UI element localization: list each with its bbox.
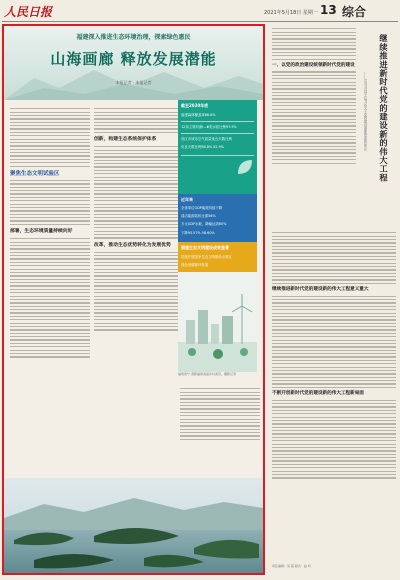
masthead	[2, 2, 398, 22]
text-column-3	[180, 386, 260, 474]
subhead-2: 部署，生态环境质量持续向好	[10, 229, 73, 234]
article-byline: 本报记者 · 本报记者	[115, 80, 152, 85]
right-vertical-headline: 继续推进新时代党的建设新的伟大工程	[379, 34, 389, 182]
article-banner	[4, 26, 263, 100]
text-column-2	[94, 106, 178, 474]
page-number: 13	[320, 3, 337, 17]
right-vertical-subtitle: ——学习习近平总书记关于党的建设重要论述的体会	[363, 72, 367, 151]
green-city-illustration	[178, 272, 257, 372]
infographic-blue	[178, 194, 257, 242]
right-footer: 责任编辑：吴 超 版式：赵 昕	[272, 564, 311, 568]
illustration-caption: 福建泰宁·清新福建美丽乡村美景，摄影记者	[178, 372, 236, 376]
info-blue-row-1: 全省单位GDP能耗持续下降	[181, 206, 223, 210]
info-yellow-row-1: 持续开展国家生态文明建设示范区	[181, 255, 232, 259]
subhead-3: 创新，构建生态系统保护体系	[94, 137, 157, 142]
info-blue-row-4: 下降95.57% 58.60%	[181, 231, 215, 235]
info-blue-row-2: 清洁能源装机比重56%	[181, 214, 216, 218]
text-column-1	[10, 106, 90, 474]
article-kicker: 福建深入推进生态环境治理，探索绿色惠民	[76, 34, 191, 41]
landscape-photo	[4, 478, 263, 573]
info-green-row-3: 设区市城市空气质量优良天数比例	[181, 137, 232, 141]
info-green-row-4: 优良天数比例98.8% 82.9%	[181, 145, 224, 149]
wind-turbine-illustration	[178, 272, 257, 372]
lake-islands-image	[4, 478, 263, 573]
section-name: 综合	[342, 5, 367, 19]
subhead-4: 改革，推动生态优势转化为发展优势	[94, 242, 171, 248]
article-headline: 山海画廊 释放发展潜能	[50, 50, 217, 68]
info-green-row-1: 福建森林覆盖率66.8%	[181, 113, 216, 117]
right-subhead-3: 不断开创新时代党的建设新的伟大工程新局面	[272, 391, 364, 396]
info-blue-title: 近年来	[181, 197, 193, 202]
right-text-bottom	[272, 230, 396, 560]
info-yellow-title: 福建生态文明建设成效显著	[181, 245, 229, 250]
right-subhead-1: 一、以党的政治建设统领新时代党的建设	[272, 62, 355, 68]
newspaper-logo: 人民日报	[4, 5, 53, 19]
info-green-title: 截至2020年底	[181, 103, 209, 108]
subhead-1: 聚焦生态文明试验区	[10, 170, 60, 177]
right-text-top	[272, 26, 356, 226]
infographic-yellow	[178, 242, 257, 272]
info-green-row-2: 12条主要河流Ⅰ—Ⅲ类水质比例97.9%	[181, 125, 237, 129]
info-blue-row-3: 万元GDP水耗，降幅达到80%	[181, 222, 227, 226]
leaf-icon	[236, 158, 254, 176]
issue-date: 2021年5月18日 星期一	[264, 10, 318, 16]
right-subhead-2: 继续推进新时代党的建设新的伟大工程意义重大	[272, 287, 369, 292]
info-yellow-row-2: 绿色低碳循环发展	[181, 263, 209, 267]
